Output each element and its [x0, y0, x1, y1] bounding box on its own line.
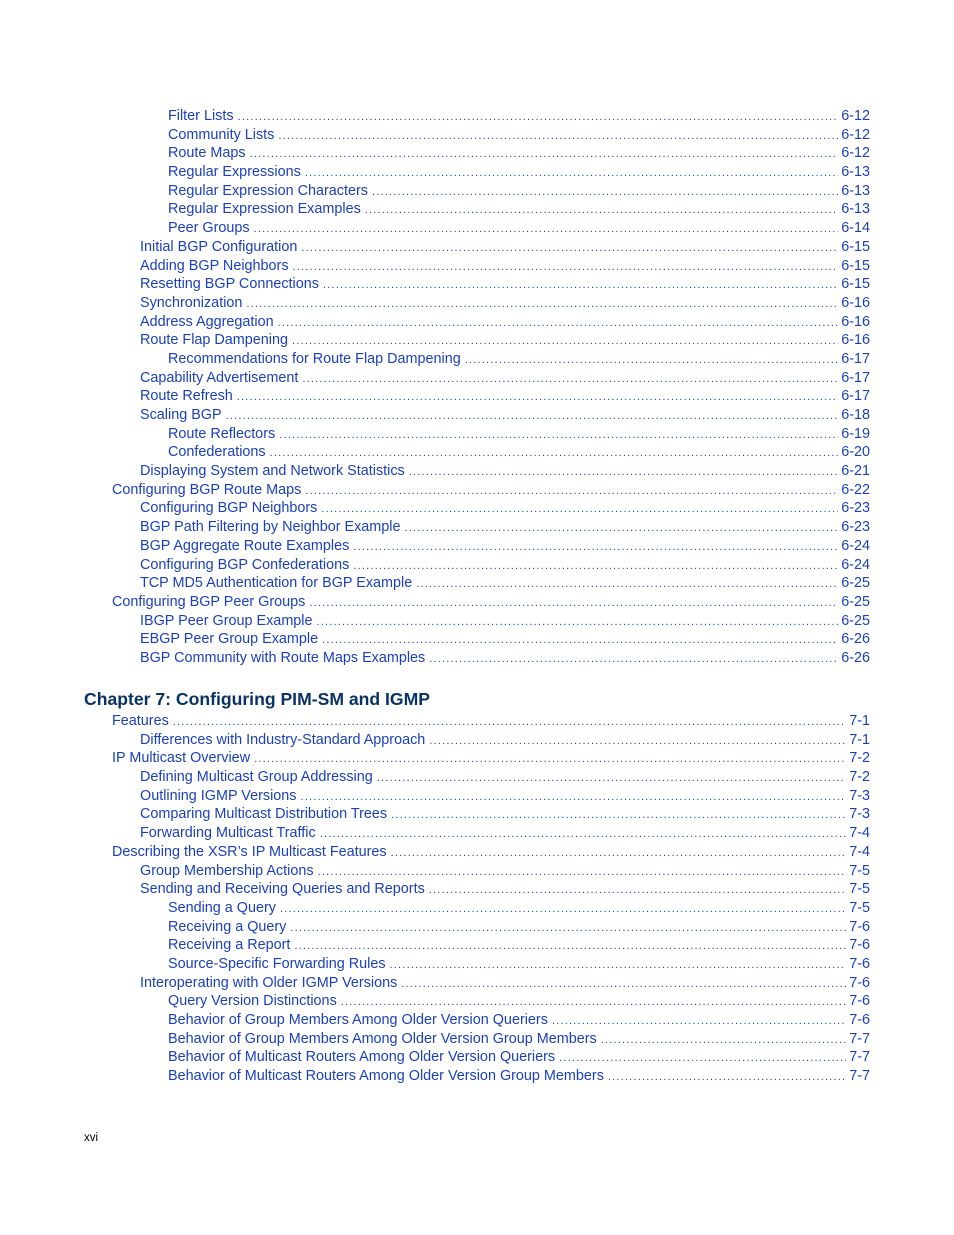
toc-dot-leader — [278, 127, 838, 146]
toc-entry-page[interactable]: 6-25 — [841, 593, 870, 610]
toc-entry-title[interactable]: TCP MD5 Authentication for BGP Example — [140, 575, 413, 592]
toc-entry[interactable] — [0, 1067, 870, 1086]
toc-entry[interactable] — [0, 992, 870, 1011]
toc-entry-title[interactable]: Regular Expression Characters — [168, 182, 368, 199]
toc-entry-title[interactable]: IBGP Peer Group Example — [140, 612, 313, 629]
toc-entry[interactable] — [0, 1048, 870, 1067]
toc-dot-leader — [559, 1049, 846, 1068]
toc-entry[interactable] — [0, 238, 870, 257]
toc-entry[interactable] — [0, 275, 870, 294]
toc-entry[interactable] — [0, 936, 870, 955]
toc-entry[interactable] — [0, 406, 870, 425]
toc-entry-page[interactable]: 6-17 — [841, 388, 870, 405]
toc-entry-page[interactable]: 7-7 — [849, 1030, 870, 1047]
toc-entry-title[interactable]: Differences with Industry-Standard Approach — [140, 731, 426, 748]
toc-entry-page[interactable]: 6-16 — [841, 313, 870, 330]
toc-entry-title[interactable]: Forwarding Multicast Traffic — [140, 825, 316, 842]
toc-entry-title[interactable]: Capability Advertisement — [140, 369, 299, 386]
toc-entry-title[interactable]: BGP Path Filtering by Neighbor Example — [140, 519, 401, 536]
toc-dot-leader — [226, 407, 839, 426]
toc-entry[interactable] — [0, 200, 870, 219]
toc-entry[interactable] — [0, 955, 870, 974]
toc-entry-page[interactable]: 6-12 — [841, 145, 870, 162]
toc-entry-page[interactable]: 7-1 — [849, 713, 870, 729]
toc-dot-leader — [608, 1068, 846, 1087]
toc-entry[interactable] — [0, 163, 870, 182]
toc-entry-page[interactable]: 6-14 — [841, 220, 870, 237]
toc-dot-leader — [405, 519, 839, 538]
toc-entry[interactable] — [0, 219, 870, 238]
toc-entry[interactable] — [0, 499, 870, 518]
toc-entry-page[interactable]: 7-3 — [849, 787, 870, 804]
toc-entry[interactable] — [0, 107, 870, 126]
toc-entry-page[interactable]: 6-20 — [841, 444, 870, 461]
toc-entry[interactable] — [0, 462, 870, 481]
toc-dot-leader — [301, 788, 847, 807]
toc-entry-page[interactable]: 6-16 — [841, 294, 870, 311]
toc-dot-leader — [372, 183, 838, 202]
toc-entry-title[interactable]: Regular Expressions — [168, 164, 301, 181]
toc-entry[interactable] — [0, 331, 870, 350]
toc-entry[interactable] — [0, 313, 870, 332]
chapter-7-heading[interactable]: Chapter 7: Configuring PIM-SM and IGMP — [84, 689, 430, 709]
toc-entry-page[interactable]: 6-17 — [841, 369, 870, 386]
toc-entry-title[interactable]: Scaling BGP — [140, 407, 222, 423]
toc-entry-title[interactable]: IP Multicast Overview — [112, 750, 251, 767]
toc-entry[interactable] — [0, 787, 870, 806]
toc-dot-leader — [353, 538, 838, 557]
toc-dot-leader — [301, 239, 838, 258]
toc-entry-title[interactable]: Behavior of Multicast Routers Among Older Version Group Members — [168, 1068, 604, 1085]
toc-dot-leader — [391, 806, 846, 825]
toc-entry[interactable] — [0, 731, 870, 750]
toc-entry[interactable] — [0, 805, 870, 824]
toc-dot-leader — [280, 900, 846, 919]
toc-entry[interactable] — [0, 824, 870, 843]
toc-dot-leader — [322, 631, 838, 650]
toc-dot-leader — [238, 108, 839, 127]
toc-dot-leader — [390, 956, 847, 975]
toc-dot-leader — [429, 881, 846, 900]
toc-entry[interactable] — [0, 369, 870, 388]
toc-entry-page[interactable]: 7-3 — [849, 806, 870, 823]
toc-entry-page[interactable]: 6-18 — [841, 407, 870, 423]
toc-entry-page[interactable]: 6-24 — [841, 556, 870, 573]
toc-dot-leader — [278, 314, 839, 333]
toc-dot-leader — [391, 844, 847, 863]
toc-entry[interactable] — [0, 387, 870, 406]
toc-entry-page[interactable]: 6-12 — [841, 126, 870, 143]
toc-entry-title[interactable]: Synchronization — [140, 294, 243, 311]
toc-entry-page[interactable]: 7-6 — [849, 993, 870, 1010]
toc-entry-page[interactable]: 6-13 — [841, 182, 870, 199]
toc-entry[interactable] — [0, 768, 870, 787]
toc-entry-title[interactable]: Filter Lists — [168, 108, 234, 124]
toc-dot-leader — [323, 276, 838, 295]
toc-entry-page[interactable]: 7-2 — [849, 769, 870, 786]
toc-dot-leader — [237, 388, 838, 407]
toc-entry-page[interactable]: 6-25 — [841, 612, 870, 629]
toc-entry[interactable] — [0, 749, 870, 768]
toc-entry[interactable] — [0, 126, 870, 145]
toc-entry[interactable] — [0, 843, 870, 862]
toc-dot-leader — [290, 919, 846, 938]
toc-dot-leader — [293, 258, 839, 277]
toc-entry-page[interactable]: 6-23 — [841, 519, 870, 536]
toc-entry[interactable] — [0, 880, 870, 899]
toc-entry-title[interactable]: Address Aggregation — [140, 313, 274, 330]
toc-entry-page[interactable]: 6-22 — [841, 481, 870, 498]
toc-dot-leader — [601, 1031, 846, 1050]
toc-entry-title[interactable]: Sending and Receiving Queries and Reports — [140, 881, 425, 898]
toc-entry[interactable] — [0, 425, 870, 444]
toc-dot-leader — [429, 650, 838, 669]
toc-entry[interactable] — [0, 350, 870, 369]
toc-entry-page[interactable]: 7-6 — [849, 937, 870, 954]
toc-entry-title[interactable]: Source-Specific Forwarding Rules — [168, 955, 386, 972]
toc-entry[interactable] — [0, 481, 870, 500]
toc-dot-leader — [429, 732, 846, 751]
toc-dot-leader — [246, 295, 838, 314]
page-number: xvi — [84, 1132, 99, 1144]
toc-entry[interactable] — [0, 257, 870, 276]
toc-entry-title[interactable]: Describing the XSR’s IP Multicast Features — [112, 843, 387, 860]
toc-entry-title[interactable]: Route Flap Dampening — [140, 332, 288, 349]
toc-entry-title[interactable]: Interoperating with Older IGMP Versions — [140, 974, 398, 991]
toc-dot-leader — [279, 426, 838, 445]
toc-entry[interactable] — [0, 574, 870, 593]
toc-entry-page[interactable]: 7-5 — [849, 881, 870, 898]
toc-entry[interactable] — [0, 630, 870, 649]
toc-entry-title[interactable]: Behavior of Group Members Among Older Version Group Members — [168, 1030, 597, 1047]
toc-dot-leader — [320, 825, 847, 844]
toc-entry-title[interactable]: Sending a Query — [168, 899, 277, 916]
toc-entry-title[interactable]: Resetting BGP Connections — [140, 276, 319, 293]
toc-entry[interactable] — [0, 712, 870, 731]
toc-entry-page[interactable]: 6-19 — [841, 425, 870, 442]
toc-entry-page[interactable]: 6-26 — [841, 649, 870, 666]
toc-entry-title[interactable]: Route Maps — [168, 145, 246, 162]
toc-entry-title[interactable]: Configuring BGP Route Maps — [112, 481, 302, 498]
toc-entry[interactable] — [0, 899, 870, 918]
toc-entry-title[interactable]: Configuring BGP Confederations — [140, 556, 350, 573]
toc-entry-page[interactable]: 6-16 — [841, 332, 870, 349]
toc-entry[interactable] — [0, 537, 870, 556]
toc-entry-page[interactable]: 6-15 — [841, 276, 870, 293]
toc-entry-title[interactable]: Route Refresh — [140, 388, 233, 405]
toc-entry-page[interactable]: 6-15 — [841, 238, 870, 255]
toc-entry[interactable] — [0, 1030, 870, 1049]
toc-entry-title[interactable]: Receiving a Report — [168, 937, 291, 954]
toc-entry-title[interactable]: Community Lists — [168, 126, 275, 143]
toc-entry-title[interactable]: Query Version Distinctions — [168, 993, 337, 1010]
toc-entry-page[interactable]: 7-4 — [849, 825, 870, 842]
toc-entry-page[interactable]: 7-7 — [849, 1049, 870, 1066]
toc-entry-title[interactable]: Group Membership Actions — [140, 862, 314, 879]
toc-entry-page[interactable]: 6-26 — [841, 631, 870, 648]
toc-dot-leader — [416, 575, 838, 594]
toc-entry-title[interactable]: Initial BGP Configuration — [140, 238, 298, 255]
toc-entry-title[interactable]: EBGP Peer Group Example — [140, 631, 319, 648]
toc-dot-leader — [309, 594, 838, 613]
toc-dot-leader — [341, 993, 846, 1012]
toc-dot-leader — [254, 750, 846, 769]
toc-dot-leader — [254, 220, 839, 239]
toc-dot-leader — [552, 1012, 846, 1031]
toc-dot-leader — [250, 145, 839, 164]
toc-entry-title[interactable]: Receiving a Query — [168, 918, 287, 935]
toc-dot-leader — [318, 863, 847, 882]
toc-entry-page[interactable]: 7-6 — [849, 955, 870, 972]
toc-entry-title[interactable]: Outlining IGMP Versions — [140, 787, 297, 804]
toc-entry-page[interactable]: 6-12 — [841, 108, 870, 124]
toc-dot-leader — [292, 332, 838, 351]
toc-entry-page[interactable]: 6-13 — [841, 164, 870, 181]
toc-entry-title[interactable]: Comparing Multicast Distribution Trees — [140, 806, 388, 823]
toc-entry-title[interactable]: Defining Multicast Group Addressing — [140, 769, 373, 786]
toc-dot-leader — [401, 975, 846, 994]
toc-dot-leader — [365, 201, 838, 220]
toc-entry[interactable] — [0, 593, 870, 612]
toc-entry[interactable] — [0, 1011, 870, 1030]
toc-dot-leader — [302, 370, 838, 389]
toc-entry-title[interactable]: Regular Expression Examples — [168, 201, 361, 218]
toc-entry-title[interactable]: Peer Groups — [168, 220, 250, 237]
toc-entry-page[interactable]: 7-4 — [849, 843, 870, 860]
toc-entry[interactable] — [0, 182, 870, 201]
toc-entry[interactable] — [0, 294, 870, 313]
toc-entry[interactable] — [0, 974, 870, 993]
toc-entry-page[interactable]: 7-2 — [849, 750, 870, 767]
toc-entry-page[interactable]: 7-6 — [849, 1012, 870, 1028]
toc-entry[interactable] — [0, 649, 870, 668]
toc-entry-title[interactable]: BGP Community with Route Maps Examples — [140, 649, 426, 666]
toc-entry-page[interactable]: 7-5 — [849, 899, 870, 916]
toc-dot-leader — [270, 444, 839, 463]
toc-entry-page[interactable]: 7-7 — [849, 1068, 870, 1085]
toc-entry[interactable] — [0, 612, 870, 631]
toc-entry[interactable] — [0, 443, 870, 462]
toc-dot-leader — [409, 463, 838, 482]
toc-entry-title[interactable]: Adding BGP Neighbors — [140, 257, 289, 274]
toc-dot-leader — [321, 500, 838, 519]
toc-entry[interactable] — [0, 144, 870, 163]
toc-entry-page[interactable]: 6-25 — [841, 575, 870, 592]
toc-section-chapter7 — [0, 712, 954, 1086]
toc-entry[interactable] — [0, 518, 870, 537]
toc-entry-page[interactable]: 6-23 — [841, 500, 870, 517]
toc-section-chapter6 — [0, 107, 954, 668]
toc-entry-page[interactable]: 6-13 — [841, 201, 870, 218]
toc-entry-title[interactable]: Configuring BGP Neighbors — [140, 500, 318, 517]
toc-entry-title[interactable]: BGP Aggregate Route Examples — [140, 537, 350, 554]
toc-dot-leader — [305, 164, 838, 183]
toc-entry-page[interactable]: 7-1 — [849, 731, 870, 748]
toc-entry-page[interactable]: 6-17 — [841, 350, 870, 367]
toc-dot-leader — [173, 713, 846, 732]
toc-entry[interactable] — [0, 556, 870, 575]
toc-dot-leader — [294, 937, 846, 956]
toc-entry-page[interactable]: 6-21 — [841, 463, 870, 480]
toc-dot-leader — [305, 482, 838, 501]
toc-entry[interactable] — [0, 918, 870, 937]
toc-dot-leader — [317, 613, 839, 632]
toc-dot-leader — [377, 769, 846, 788]
toc-dot-leader — [465, 351, 838, 370]
toc-entry-title[interactable]: Behavior of Group Members Among Older Version Queriers — [168, 1012, 548, 1028]
toc-entry-title[interactable]: Route Reflectors — [168, 425, 276, 442]
toc-entry-title[interactable]: Displaying System and Network Statistics — [140, 463, 405, 480]
toc-entry-title[interactable]: Confederations — [168, 444, 266, 461]
toc-entry-page[interactable]: 6-24 — [841, 537, 870, 554]
toc-entry-page[interactable]: 6-15 — [841, 257, 870, 274]
toc-entry-title[interactable]: Features — [112, 713, 169, 729]
toc-entry-title[interactable]: Recommendations for Route Flap Dampening — [168, 350, 461, 367]
toc-entry-title[interactable]: Behavior of Multicast Routers Among Older Version Queriers — [168, 1049, 556, 1066]
toc-entry[interactable] — [0, 862, 870, 881]
toc-entry-title[interactable]: Configuring BGP Peer Groups — [112, 593, 306, 610]
toc-dot-leader — [353, 557, 838, 576]
toc-entry-page[interactable]: 7-5 — [849, 862, 870, 879]
toc-entry-page[interactable]: 7-6 — [849, 918, 870, 935]
toc-entry-page[interactable]: 7-6 — [849, 974, 870, 991]
